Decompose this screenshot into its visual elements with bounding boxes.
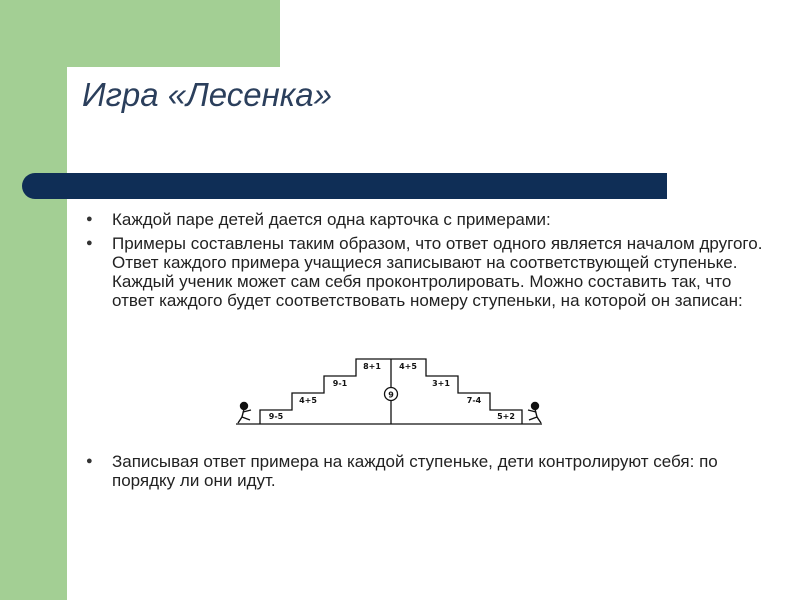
bullet-text: Каждой паре детей дается одна карточка с примерами: [112, 210, 551, 229]
ladder-step-label: 7-4 [466, 396, 482, 405]
green-top-band [0, 0, 280, 67]
ladder-step-label: 5+2 [497, 412, 515, 421]
bullet-text: Примеры составлены таким образом, что ответ одного является началом другого. Ответ каждого примера учащиеся записывают на соответствующей ступеньке. Каждый ученик может сам себя проконтролировать. Можно составить так, что ответ каждого будет соответствовать номеру ступеньки, на которой он записан: [112, 234, 763, 310]
green-left-band [0, 0, 67, 600]
bullet-list [86, 210, 766, 315]
bullet-list-bottom [86, 452, 766, 495]
slide-title: Игра «Лесенка» [82, 76, 333, 113]
ladder-diagram [230, 354, 550, 436]
bullet-text: Записывая ответ примера на каждой ступеньке, дети контролируют себя: по порядку ли они идут. [112, 452, 718, 490]
bullet-icon: ● [86, 237, 93, 249]
ladder-step-label: 8+1 [363, 362, 381, 371]
bullet-icon: ● [86, 455, 93, 467]
title-underline-bar [22, 173, 667, 199]
ladder-step-label: 4+5 [399, 362, 417, 371]
ladder-step-label: 4+5 [299, 396, 317, 405]
ladder-step-label: 9-1 [332, 379, 348, 388]
child-right-icon [528, 403, 541, 424]
bullet-item [86, 234, 766, 310]
child-left-icon [238, 403, 251, 424]
bullet-item [86, 210, 766, 229]
ladder-step-label: 9-5 [268, 412, 284, 421]
ladder-step-label: 3+1 [432, 379, 450, 388]
ladder-center-number: 9 [388, 390, 394, 400]
bullet-item [86, 452, 766, 490]
bullet-icon: ● [86, 213, 93, 225]
